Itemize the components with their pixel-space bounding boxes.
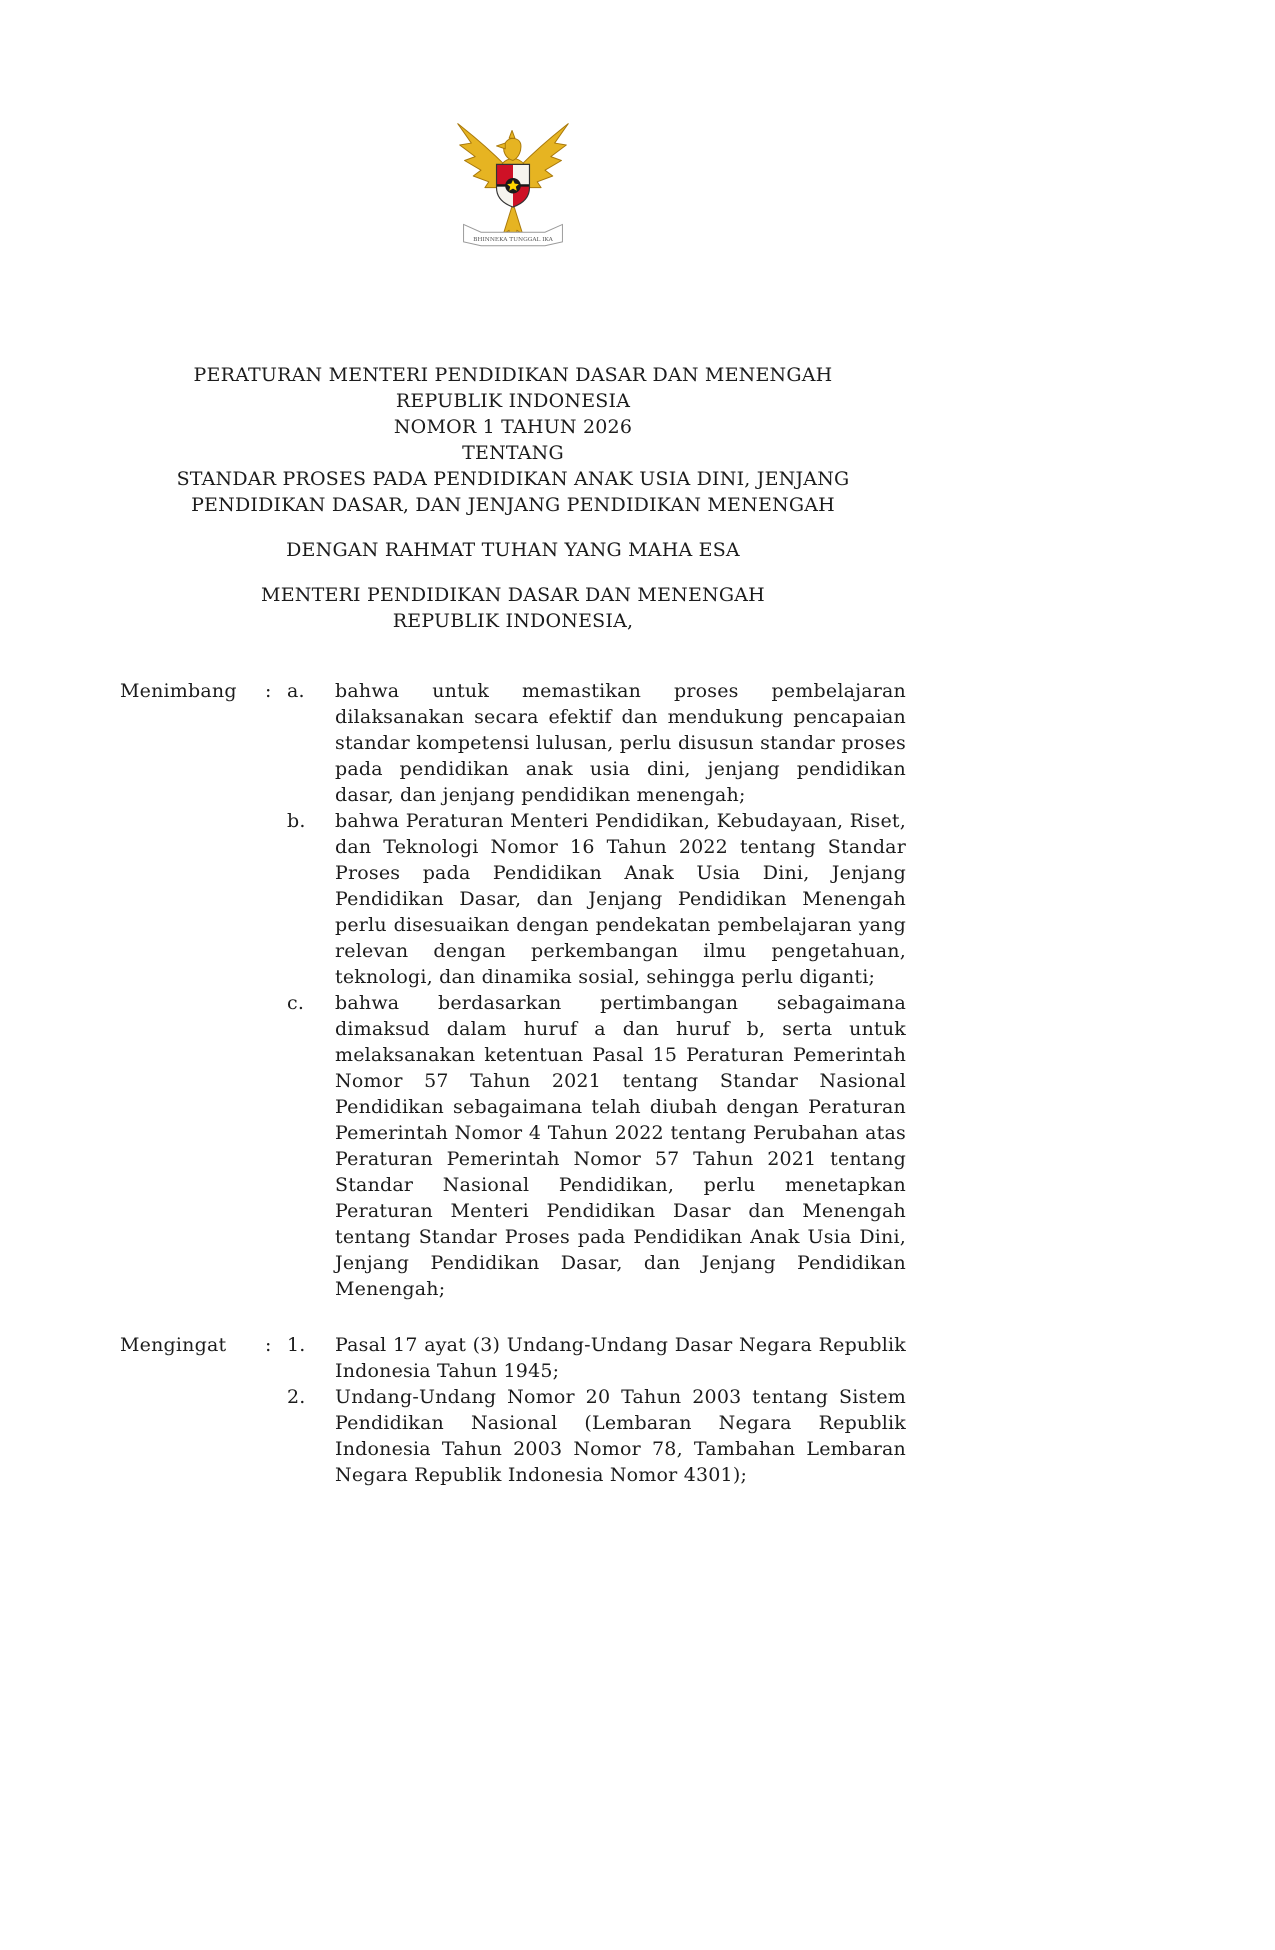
garuda-beak (497, 143, 506, 149)
garuda-crest (509, 130, 515, 138)
emblem-container (120, 98, 906, 258)
title-line-5: STANDAR PROSES PADA PENDIDIKAN ANAK USIA DINI, JENJANG (176, 468, 850, 490)
authority-line-2: REPUBLIK INDONESIA, (392, 610, 634, 632)
item-marker: 1. (287, 1334, 306, 1356)
menimbang-item-b (287, 808, 906, 990)
document-title-block (120, 362, 906, 518)
mengingat-label: Mengingat (120, 1334, 227, 1356)
garuda-pancasila-emblem (450, 98, 576, 254)
item-text: bahwa Peraturan Menteri Pendidikan, Kebudayaan, Riset, dan Teknologi Nomor 16 Tahun 2022 tentang Standar Proses pada Pendidikan Anak Usia Dini, Jenjang Pendidikan Dasar, dan Jenjang Pendidikan Menengah perlu disesuaikan dengan pendekatan pembelajaran yang relevan dengan perkembangan ilmu pengetahuan, teknologi, dan dinamika sosial, sehingga perlu diganti; (335, 810, 906, 988)
mengingat-item-1 (287, 1332, 906, 1384)
menimbang-item-a (287, 678, 906, 808)
authority-line-1: MENTERI PENDIDIKAN DASAR DAN MENENGAH (261, 584, 765, 606)
item-marker: c. (287, 992, 305, 1014)
menimbang-separator: : (265, 680, 272, 702)
menimbang-item-c (287, 990, 906, 1302)
item-text: Pasal 17 ayat (3) Undang-Undang Dasar Negara Republik Indonesia Tahun 1945; (335, 1334, 906, 1382)
emblem-banner-text: BHINNEKA TUNGGAL IKA (473, 236, 553, 243)
item-marker: b. (287, 810, 306, 832)
item-marker: 2. (287, 1386, 306, 1408)
mengingat-separator: : (265, 1334, 272, 1356)
mengingat-item-2 (287, 1384, 906, 1488)
pancasila-shield (497, 164, 530, 207)
item-marker: a. (287, 680, 305, 702)
invocation-line: DENGAN RAHMAT TUHAN YANG MAHA ESA (286, 539, 740, 561)
title-line-4: TENTANG (462, 442, 564, 464)
title-line-6: PENDIDIKAN DASAR, DAN JENJANG PENDIDIKAN MENENGAH (191, 494, 835, 516)
title-line-1: PERATURAN MENTERI PENDIDIKAN DASAR DAN MENENGAH (193, 364, 833, 386)
item-text: bahwa berdasarkan pertimbangan sebagaimana dimaksud dalam huruf a dan huruf b, serta untuk melaksanakan ketentuan Pasal 15 Peraturan Pemerintah Nomor 57 Tahun 2021 tentang Standar Nasional Pendidikan sebagaimana telah diubah dengan Peraturan Pemerintah Nomor 4 Tahun 2022 tentang Perubahan atas Peraturan Pemerintah Nomor 57 Tahun 2021 tentang Standar Nasional Pendidikan, perlu menetapkan Peraturan Menteri Pendidikan Dasar dan Menengah tentang Standar Proses pada Pendidikan Anak Usia Dini, Jenjang Pendidikan Dasar, dan Jenjang Pendidikan Menengah; (335, 992, 906, 1300)
item-text: Undang-Undang Nomor 20 Tahun 2003 tentang Sistem Pendidikan Nasional (Lembaran Negara Republik Indonesia Tahun 2003 Nomor 78, Tambahan Lembaran Negara Republik Indonesia Nomor 4301); (335, 1386, 906, 1486)
menimbang-section (120, 678, 906, 1302)
menimbang-label: Menimbang (120, 680, 237, 702)
menimbang-items (287, 678, 906, 1302)
mengingat-items (287, 1332, 906, 1488)
item-text: bahwa untuk memastikan proses pembelajaran dilaksanakan secara efektif dan mendukung pencapaian standar kompetensi lulusan, perlu disusun standar proses pada pendidikan anak usia dini, jenjang pendidikan dasar, dan jenjang pendidikan menengah; (335, 680, 906, 806)
authority-block (120, 582, 906, 634)
document-content (120, 98, 906, 1488)
document-body (120, 678, 906, 1488)
title-line-2: REPUBLIK INDONESIA (395, 390, 631, 412)
garuda-head (504, 138, 521, 160)
mengingat-section (120, 1332, 906, 1488)
title-line-3: NOMOR 1 TAHUN 2026 (393, 416, 633, 438)
